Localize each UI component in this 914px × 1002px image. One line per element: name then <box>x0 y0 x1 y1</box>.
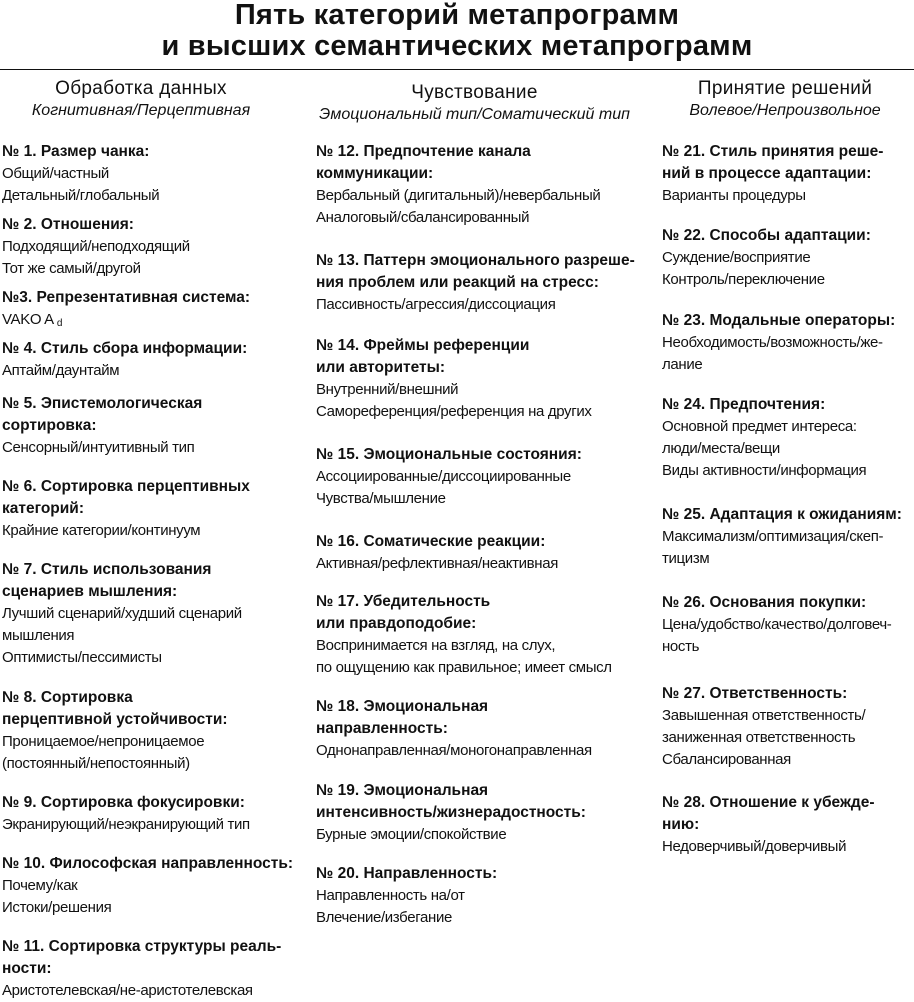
entry-value-text: ность <box>662 638 700 655</box>
entry-value-line <box>2 163 159 185</box>
entry-value-text: Аналоговый/сбалансированный <box>316 209 530 226</box>
entry-value-line <box>2 360 247 382</box>
entry-value-line <box>316 466 582 488</box>
column-subheading: Волевое/Непроизвольное <box>689 102 881 119</box>
entry-value-line <box>2 603 242 625</box>
entry-value-line <box>316 885 497 907</box>
entry-value-line <box>2 625 242 647</box>
column-heading: Чувствование <box>411 82 538 103</box>
entry-value-line <box>662 614 891 636</box>
entry-title: коммуникации: <box>316 165 434 182</box>
entry-value-text: Завышенная ответственность/ <box>662 707 866 724</box>
entry-value-line <box>662 416 866 438</box>
entry-value-text: Бурные эмоции/спокойствие <box>316 826 507 843</box>
entry-title: ний в процессе адаптации: <box>662 165 872 182</box>
entry-title: № 13. Паттерн эмоционального разреше- <box>316 252 635 269</box>
entry-value-text: мышления <box>2 627 75 644</box>
entry-value-text: Самореференция/референция на других <box>316 403 592 420</box>
entry-value-line <box>662 705 865 727</box>
metaprogram-entry <box>2 287 250 335</box>
metaprogram-entry <box>662 504 902 570</box>
entry-value-line <box>2 731 228 753</box>
entry-value-text: тицизм <box>662 550 710 567</box>
entry-title: № 14. Фреймы референции <box>316 337 530 354</box>
entry-title: № 27. Ответственность: <box>662 685 848 702</box>
entry-value-text: Воспринимается на взгляд, на слух, <box>316 637 556 654</box>
metaprogram-entry <box>662 394 866 482</box>
metaprogram-entry <box>662 141 883 207</box>
entry-value-line <box>662 526 902 548</box>
entry-value-text: Сбалансированная <box>662 751 791 768</box>
entry-value-text: VAKO A <box>2 311 53 328</box>
entry-title: № 23. Модальные операторы: <box>662 312 896 329</box>
entry-title: интенсивность/жизнерадостность: <box>316 804 586 821</box>
entry-title: №3. Репрезентативная система: <box>2 289 251 306</box>
metaprogram-entry <box>316 863 497 929</box>
entry-value-line <box>316 401 592 423</box>
entry-value-text: Тот же самый/другой <box>2 260 141 277</box>
entry-value-line <box>2 520 250 542</box>
entry-value-line <box>2 647 242 669</box>
entry-value-text: Крайние категории/континуум <box>2 522 201 539</box>
entry-value-text: заниженная ответственность <box>662 729 856 746</box>
entry-value-text: Вербальный (дигитальный)/невербальный <box>316 187 601 204</box>
entry-value-line <box>316 379 592 401</box>
entry-value-line <box>2 875 293 897</box>
metaprogram-entry <box>316 444 582 510</box>
metaprogram-entry <box>662 225 871 291</box>
entry-value-line <box>2 814 250 836</box>
entry-title: № 18. Эмоциональная <box>316 698 489 715</box>
entry-value-line <box>2 309 250 335</box>
entry-value-line <box>316 635 612 657</box>
metaprogram-entry <box>662 683 865 771</box>
entry-value-text: Влечение/избегание <box>316 909 452 926</box>
metaprogram-entry <box>662 310 895 376</box>
entry-title: перцептивной устойчивости: <box>2 711 228 728</box>
page-title-line-1: Пять категорий метапрограмм <box>234 0 680 31</box>
entry-title: или правдоподобие: <box>316 615 477 632</box>
metaprogram-entry <box>316 696 592 762</box>
entry-value-text: Максимализм/оптимизация/скеп- <box>662 528 884 545</box>
entry-title: № 19. Эмоциональная <box>316 782 489 799</box>
entry-value-text: Подходящий/неподходящий <box>2 238 190 255</box>
entry-value-line <box>662 548 902 570</box>
entry-title: № 8. Сортировка <box>2 689 133 706</box>
entry-title: № 20. Направленность: <box>316 865 498 882</box>
entry-title: ности: <box>2 960 52 977</box>
entry-title: № 21. Стиль принятия реше- <box>662 143 884 160</box>
entry-value-text: Ассоциированные/диссоциированные <box>316 468 571 485</box>
entry-value-line <box>662 269 871 291</box>
entry-title: № 10. Философская направленность: <box>2 855 294 872</box>
page-title <box>0 0 914 62</box>
entry-value-line <box>662 836 875 858</box>
entry-title: № 24. Предпочтения: <box>662 396 826 413</box>
entry-value-text: люди/места/вещи <box>662 440 780 457</box>
entry-title: направленность: <box>316 720 448 737</box>
entry-title: № 6. Сортировка перцептивных <box>2 478 250 495</box>
entry-subscript: d <box>56 318 63 329</box>
column-heading: Обработка данных <box>55 78 227 99</box>
entry-title: № 22. Способы адаптации: <box>662 227 871 244</box>
column-header-feeling <box>292 82 657 125</box>
entry-value-line <box>662 749 865 771</box>
metaprogram-entry <box>2 214 190 280</box>
entry-title: № 12. Предпочтение канала <box>316 143 531 160</box>
metaprogram-entry <box>316 335 592 423</box>
column-subheading: Когнитивная/Перцептивная <box>31 102 251 119</box>
entry-value-text: Недоверчивый/доверчивый <box>662 838 847 855</box>
metaprogram-entry <box>316 780 586 846</box>
entry-value-line <box>316 553 558 575</box>
entry-value-line <box>2 980 281 1002</box>
entry-value-line <box>2 236 190 258</box>
metaprogram-entry <box>2 853 293 919</box>
metaprogram-entry <box>2 141 159 207</box>
entry-value-text: Суждение/восприятие <box>662 249 811 266</box>
entry-value-text: по ощущению как правильное; имеет смысл <box>316 659 612 676</box>
entry-value-text: Направленность на/от <box>316 887 465 904</box>
entry-value-line <box>2 437 202 459</box>
entry-value-text: Чувства/мышление <box>316 490 446 507</box>
entry-value-line <box>662 247 871 269</box>
entry-value-text: Варианты процедуры <box>662 187 806 204</box>
entry-value-text: Активная/рефлективная/неактивная <box>316 555 558 572</box>
entry-value-line <box>2 753 228 775</box>
entry-title: ния проблем или реакций на стресс: <box>316 274 599 291</box>
entry-title: № 11. Сортировка структуры реаль- <box>2 938 282 955</box>
entry-value-text: Цена/удобство/качество/долговеч- <box>662 616 892 633</box>
entry-value-line <box>2 258 190 280</box>
entry-title: № 4. Стиль сбора информации: <box>2 340 248 357</box>
entry-value-line <box>662 460 866 482</box>
metaprogram-entry <box>2 687 228 775</box>
entry-value-line <box>662 727 865 749</box>
entry-value-text: Почему/как <box>2 877 78 894</box>
entry-value-text: Детальный/глобальный <box>2 187 160 204</box>
entry-value-line <box>316 185 600 207</box>
metaprogram-entry <box>316 250 635 316</box>
entry-value-text: Проницаемое/непроницаемое <box>2 733 205 750</box>
entry-title: сортировка: <box>2 417 97 434</box>
metaprogram-entry <box>316 531 558 575</box>
entry-value-text: Контроль/переключение <box>662 271 825 288</box>
entry-value-line <box>316 907 497 929</box>
entry-title: № 5. Эпистемологическая <box>2 395 203 412</box>
entry-value-line <box>662 354 895 376</box>
entry-title: или авторитеты: <box>316 359 446 376</box>
metaprogram-entry <box>2 936 281 1002</box>
entry-value-line <box>316 740 592 762</box>
entry-value-text: Основной предмет интереса: <box>662 418 857 435</box>
entry-title: № 1. Размер чанка: <box>2 143 150 160</box>
entry-value-line <box>662 438 866 460</box>
entry-value-line <box>2 897 293 919</box>
column-subheading: Эмоциональный тип/Соматический тип <box>319 106 630 123</box>
entry-value-text: лание <box>662 356 703 373</box>
entry-title: категорий: <box>2 500 84 517</box>
entry-value-line <box>662 332 895 354</box>
page-title-line-2: и высших семантических метапрограмм <box>161 30 753 62</box>
entry-value-line <box>316 824 586 846</box>
metaprogram-entry <box>662 792 875 858</box>
entry-value-text: Оптимисты/пессимисты <box>2 649 162 666</box>
entry-value-line <box>2 185 159 207</box>
metaprogram-entry <box>2 559 242 669</box>
entry-title: № 9. Сортировка фокусировки: <box>2 794 245 811</box>
entry-title: № 2. Отношения: <box>2 216 134 233</box>
entry-value-text: (постоянный/непостоянный) <box>2 755 190 772</box>
entry-title: нию: <box>662 816 700 833</box>
metaprogram-entry <box>662 592 891 658</box>
entry-value-text: Аптайм/даунтайм <box>2 362 120 379</box>
column-heading: Принятие решений <box>697 78 873 99</box>
metaprogram-entry <box>2 792 250 836</box>
metaprogram-entry <box>2 338 247 382</box>
entry-value-text: Экранирующий/неэкранирующий тип <box>2 816 250 833</box>
metaprogram-entry <box>2 476 250 542</box>
title-divider <box>0 69 914 70</box>
metaprogram-entry <box>2 393 202 459</box>
entry-title: № 15. Эмоциональные состояния: <box>316 446 582 463</box>
entry-title: № 17. Убедительность <box>316 593 491 610</box>
entry-value-text: Однонаправленная/моногонаправленная <box>316 742 592 759</box>
entry-title: № 28. Отношение к убежде- <box>662 794 875 811</box>
entry-value-text: Виды активности/информация <box>662 462 867 479</box>
entry-title: № 16. Соматические реакции: <box>316 533 546 550</box>
entry-value-text: Пассивность/агрессия/диссоциация <box>316 296 556 313</box>
entry-value-line <box>316 488 582 510</box>
entry-value-text: Необходимость/возможность/же- <box>662 334 883 351</box>
entry-title: № 25. Адаптация к ожиданиям: <box>662 506 902 523</box>
entry-value-text: Истоки/решения <box>2 899 112 916</box>
column-header-data-processing <box>0 78 282 121</box>
entry-value-text: Лучший сценарий/худший сценарий <box>2 605 242 622</box>
entry-title: сценариев мышления: <box>2 583 178 600</box>
entry-value-line <box>662 636 891 658</box>
entry-value-line <box>662 185 883 207</box>
entry-value-line <box>316 294 635 316</box>
column-header-decision-making <box>656 78 914 121</box>
entry-value-line <box>316 657 612 679</box>
metaprogram-entry <box>316 591 612 679</box>
entry-title: № 7. Стиль использования <box>2 561 212 578</box>
entry-value-line <box>316 207 600 229</box>
entry-value-text: Внутренний/внешний <box>316 381 459 398</box>
entry-value-text: Сенсорный/интуитивный тип <box>2 439 195 456</box>
entry-value-text: Общий/частный <box>2 165 109 182</box>
entry-value-text: Аристотелевская/не-аристотелевская <box>2 982 253 999</box>
metaprogram-entry <box>316 141 600 229</box>
entry-title: № 26. Основания покупки: <box>662 594 867 611</box>
